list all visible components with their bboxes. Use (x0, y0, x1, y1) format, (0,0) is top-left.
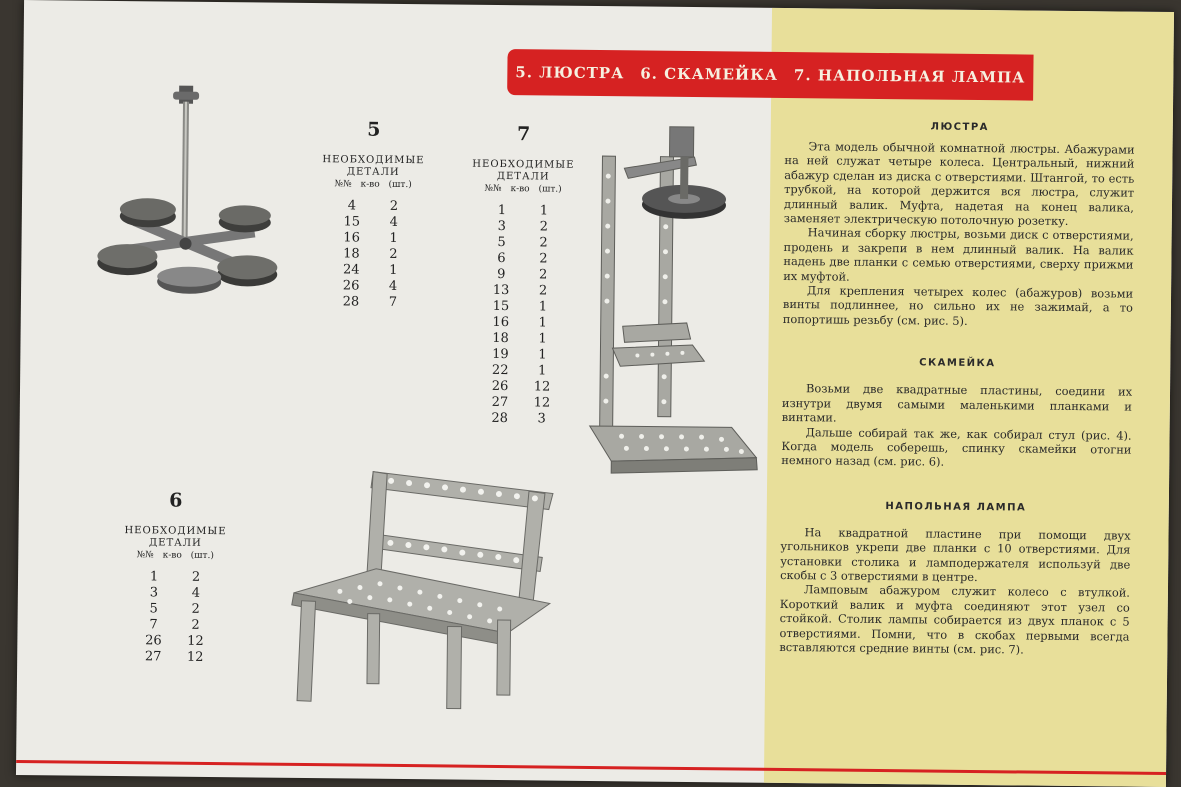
parts-row (480, 315, 564, 332)
part-number: 18 (343, 246, 360, 262)
parts-list-number: 6 (169, 489, 183, 512)
title-banner (507, 49, 1033, 101)
parts-header-line2: ДЕТАЛИ (496, 170, 550, 183)
part-quantity: 1 (538, 331, 547, 347)
part-number: 28 (342, 294, 360, 310)
parts-list-number: 5 (367, 118, 381, 141)
part-number: 18 (492, 330, 509, 347)
part-quantity: 1 (538, 347, 547, 363)
parts-table (132, 569, 217, 666)
part-number: 28 (491, 410, 509, 427)
part-number: 1 (149, 569, 159, 585)
part-number: 6 (497, 250, 506, 267)
parts-column-headers: №№ к-во (шт.) (334, 179, 412, 191)
part-number: 26 (342, 278, 360, 294)
part-quantity: 4 (191, 585, 201, 601)
parts-row (132, 633, 216, 650)
part-number: 22 (491, 362, 509, 379)
part-quantity: 2 (191, 601, 200, 617)
lustra-paragraph: Начиная сборку люстры, возьми диск с отверстиями, продень и закрепи в нем длинный валик. На валик надень две планки с семью отверстиями, сверху прижми их муфтой. (783, 225, 1134, 284)
part-number: 26 (145, 633, 162, 649)
part-quantity: 12 (186, 649, 204, 665)
lampa-paragraph: На квадратной пластине при помощи двух угольников укрепи две планки с 10 отверстиями. Для установки столика и ламподержателя используй две скобы с 3 отверстиями в центре. (780, 524, 1131, 584)
part-number: 15 (492, 298, 510, 315)
parts-row (330, 262, 414, 279)
part-quantity: 2 (539, 235, 548, 251)
parts-row (480, 267, 564, 284)
skameika-paragraph: Возьми две квадратные пластины, соедини их изнутри двумя самыми маленькими планками и винтами. (781, 381, 1133, 425)
part-number: 3 (149, 585, 159, 601)
parts-header-line1: НЕОБХОДИМЫЕ (322, 154, 425, 167)
lustra-paragraph: Для крепления четырех колес (абажуров) возьми винты подлиннее, но сильно их не зажимай, а то попортишь резьбу (см. рис. 5). (782, 283, 1134, 328)
section-title-lampa: НАПОЛЬНАЯ ЛАМПА (885, 500, 1027, 514)
part-quantity: 2 (191, 569, 201, 585)
section-title-skameika: СКАМЕЙКА (919, 357, 996, 370)
parts-row (133, 569, 217, 586)
chandelier-illustration (79, 81, 282, 323)
parts-row (479, 411, 563, 428)
part-quantity: 7 (388, 294, 398, 310)
parts-column-headers: №№ к-во (шт.) (484, 183, 562, 195)
part-number: 7 (149, 617, 158, 633)
parts-row (479, 395, 563, 412)
parts-row (331, 214, 415, 231)
parts-table (330, 198, 415, 311)
part-number: 16 (343, 230, 360, 246)
floor-lamp-illustration (581, 116, 785, 508)
part-quantity: 1 (538, 315, 547, 331)
parts-header-line1: НЕОБХОДИМЫЕ (472, 158, 575, 171)
skameika-paragraph: Дальше собирай так же, как собирал стул (рис. 4). Когда модель соберешь, спинку скамейки отогни немного назад (см. рис. 6). (781, 424, 1132, 469)
parts-row (331, 230, 415, 247)
part-quantity: 4 (389, 214, 398, 230)
part-quantity: 2 (538, 283, 548, 299)
instruction-page (16, 0, 1174, 787)
part-number: 3 (497, 218, 506, 235)
part-quantity: 1 (538, 363, 547, 379)
part-number: 5 (149, 601, 158, 617)
part-number: 16 (492, 314, 510, 331)
part-number: 5 (497, 234, 506, 251)
parts-row (479, 363, 563, 380)
part-quantity: 1 (389, 262, 398, 278)
parts-row (479, 347, 563, 364)
part-quantity: 1 (389, 230, 398, 246)
part-number: 4 (347, 198, 357, 214)
parts-header-line2: ДЕТАЛИ (346, 166, 400, 178)
parts-row (133, 601, 217, 618)
parts-row (480, 235, 564, 252)
part-number: 27 (491, 394, 509, 411)
part-quantity: 2 (539, 219, 548, 235)
part-quantity: 12 (533, 379, 551, 395)
parts-list-number: 7 (516, 123, 531, 146)
parts-list-6 (119, 489, 231, 666)
parts-row (132, 649, 216, 666)
part-number: 1 (497, 202, 507, 219)
parts-row (480, 283, 564, 300)
parts-row (480, 251, 564, 268)
parts-row (330, 294, 414, 311)
lampa-paragraph: Ламповым абажуром служит колесо с втулкой. Короткий валик и муфта соединяют этот узел со стойкой. Столик лампы собирается из двух планок с 5 отверстиями. Помни, что в скобах первыми всегда вставляются средние винты (см. рис. 7). (779, 582, 1131, 657)
part-quantity: 2 (539, 267, 548, 283)
banner-item-lampa: 7. НАПОЛЬНАЯ ЛАМПА (793, 66, 1026, 87)
part-quantity: 2 (191, 617, 200, 633)
section-title-lustra: ЛЮСТРА (930, 121, 990, 134)
lustra-paragraph: Эта модель обычной комнатной люстры. Абажурами на ней служат четыре колеса. Центральный, нижний абажур сделан из диска с отверстиями. Штангой, то есть трубкой, на которой держится вся люстра, служит длинный валик. Муфта, надетая на конец валика, заменяет электрическую потолочную розетку. (783, 139, 1135, 228)
parts-row (480, 299, 564, 316)
parts-row (479, 379, 563, 396)
part-quantity: 2 (389, 198, 399, 214)
parts-row (481, 203, 565, 220)
part-quantity: 2 (539, 251, 548, 267)
banner-item-lustra: 5. ЛЮСТРА (515, 63, 625, 83)
parts-row (133, 585, 217, 602)
part-number: 13 (492, 282, 510, 299)
part-quantity: 1 (538, 299, 548, 315)
part-number: 27 (144, 649, 162, 665)
parts-row (330, 246, 414, 263)
parts-list-7 (466, 123, 579, 428)
parts-table (479, 203, 565, 428)
part-quantity: 3 (537, 411, 546, 427)
parts-row (481, 219, 565, 236)
part-quantity: 4 (388, 278, 398, 294)
parts-column-headers: №№ к-во (шт.) (136, 550, 214, 562)
parts-row (479, 331, 563, 348)
part-number: 15 (343, 214, 361, 230)
parts-row (330, 278, 414, 295)
part-number: 24 (342, 262, 360, 278)
parts-list-5 (317, 118, 429, 311)
part-number: 19 (492, 346, 509, 363)
instructions-text (779, 120, 1135, 658)
parts-row (331, 198, 415, 215)
part-number: 26 (491, 378, 509, 395)
parts-row (132, 617, 216, 634)
parts-header-line2: ДЕТАЛИ (148, 537, 202, 549)
part-quantity: 12 (533, 395, 551, 411)
part-quantity: 2 (389, 246, 398, 262)
part-number: 9 (497, 266, 506, 283)
part-quantity: 12 (187, 633, 204, 649)
bench-illustration (279, 463, 562, 716)
part-quantity: 1 (539, 203, 549, 219)
parts-header-line1: НЕОБХОДИМЫЕ (124, 525, 227, 538)
banner-item-skameika: 6. СКАМЕЙКА (640, 64, 779, 84)
